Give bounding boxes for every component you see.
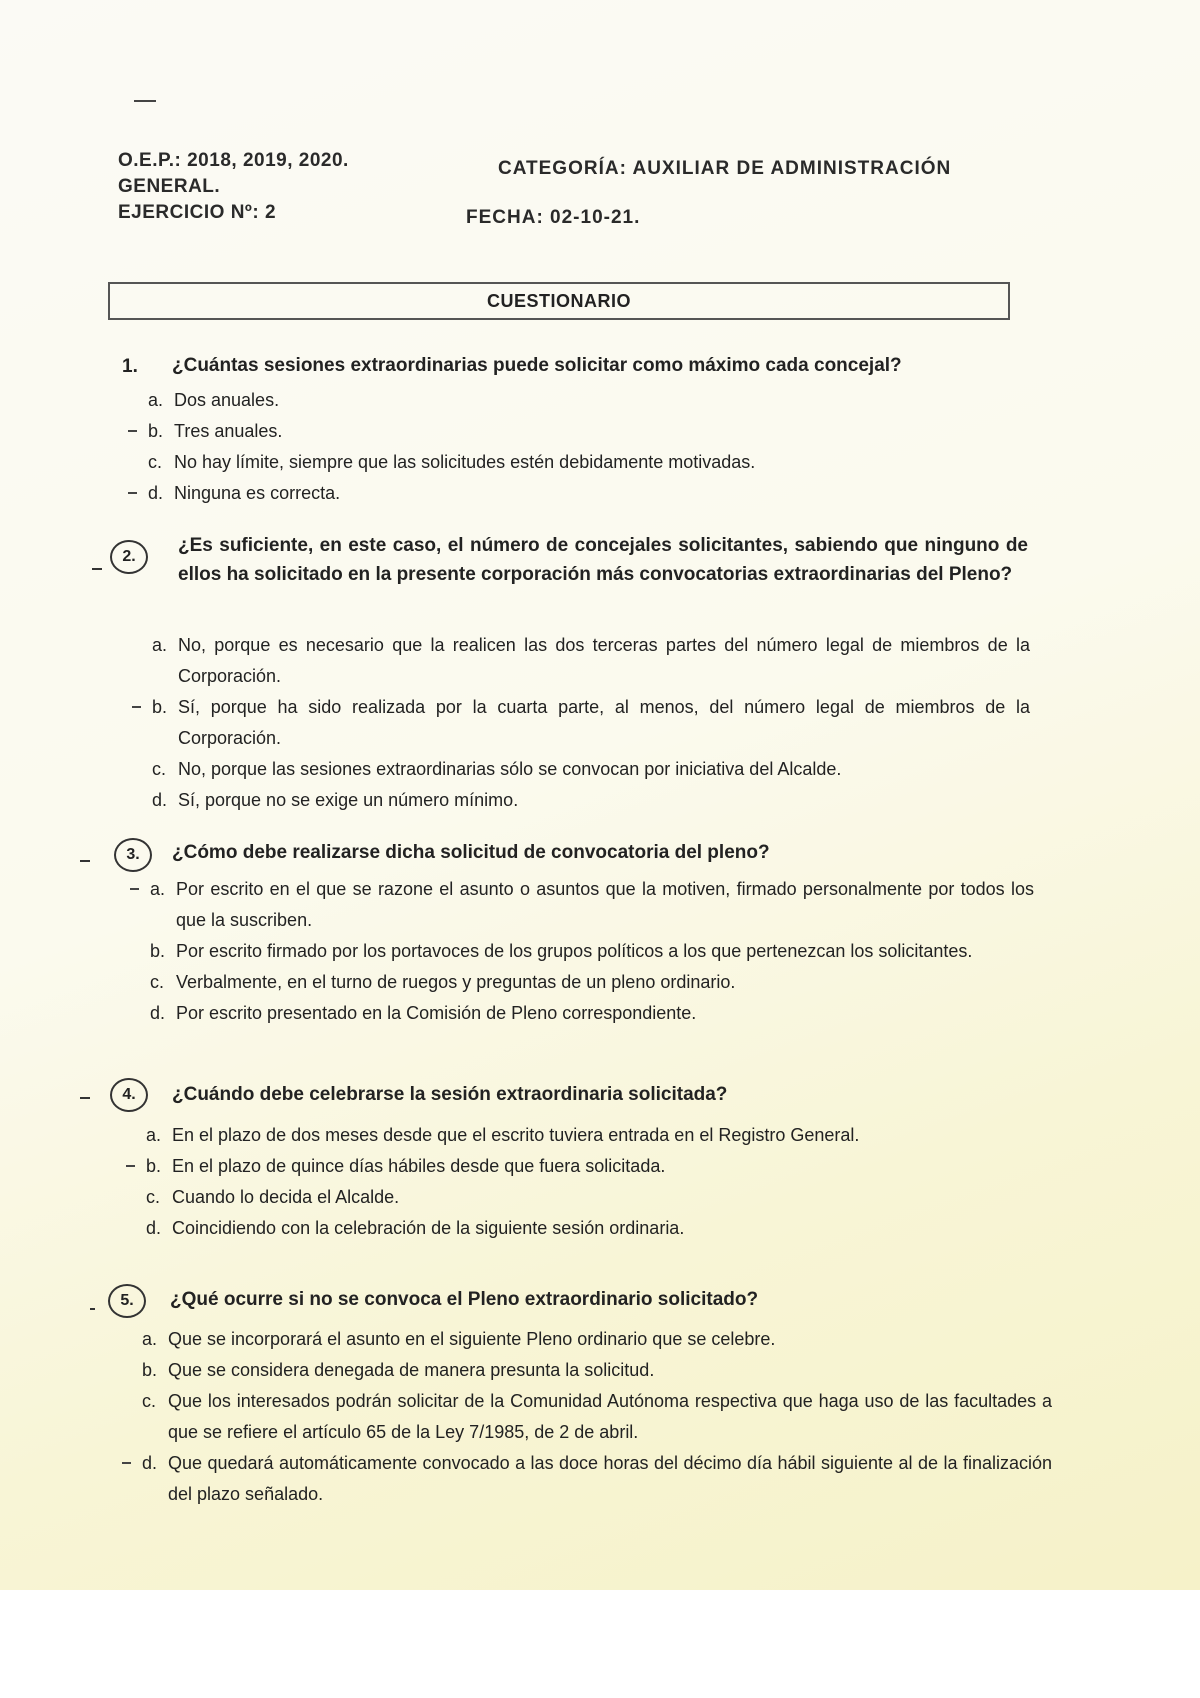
pen-mark (130, 888, 139, 890)
header-left (118, 148, 349, 226)
pen-mark (132, 706, 141, 708)
pen-mark (80, 1097, 90, 1099)
option-d: d. Coincidiendo con la celebración de la siguiente sesión ordinaria. (146, 1218, 685, 1238)
option-d: d. Que quedará automáticamente convocado a las doce horas del décimo día hábil siguiente al de la finalización del plazo señalado. (142, 1448, 1052, 1510)
question-text: ¿Es suficiente, en este caso, el número de concejales solicitantes, sabiendo que ninguno de ellos ha solicitado en la presente corporación más convocatorias extraordinarias del Pleno? (178, 535, 1028, 585)
oep-line: O.E.P.: 2018, 2019, 2020. (118, 150, 349, 171)
option-b: b. Tres anuales. (148, 416, 988, 447)
option-a: a. Por escrito en el que se razone el asunto o asuntos que la motiven, firmado personalmente por todos los que la suscriben. (150, 874, 1034, 936)
options-3 (150, 874, 1034, 1029)
questionnaire-title: CUESTIONARIO (108, 282, 1010, 320)
option-a: a. En el plazo de dos meses desde que el escrito tuviera entrada en el Registro General. (146, 1125, 860, 1145)
options-5 (142, 1324, 1052, 1510)
question-text: ¿Qué ocurre si no se convoca el Pleno extraordinario solicitado? (170, 1289, 759, 1310)
question-number: 1. (122, 356, 138, 377)
option-c: c. Cuando lo decida el Alcalde. (146, 1187, 400, 1207)
option-b: b. En el plazo de quince días hábiles desde que fuera solicitada. (146, 1151, 1026, 1182)
option-b: b. Por escrito firmado por los portavoces de los grupos políticos a los que pertenezcan los solicitantes. (150, 941, 973, 961)
option-b: b. Que se considera denegada de manera presunta la solicitud. (142, 1360, 655, 1380)
pen-mark (128, 492, 137, 494)
option-b: b. Sí, porque ha sido realizada por la cuarta parte, al menos, del número legal de miembros de la Corporación. (152, 692, 1030, 754)
pen-mark (126, 1165, 135, 1167)
question-text: ¿Cuántas sesiones extraordinarias puede solicitar como máximo cada concejal? (172, 355, 902, 376)
option-a: a. Que se incorporará el asunto en el siguiente Pleno ordinario que se celebre. (142, 1329, 776, 1349)
question-text: ¿Cuándo debe celebrarse la sesión extraordinaria solicitada? (172, 1084, 728, 1105)
option-c: c. Que los interesados podrán solicitar de la Comunidad Autónoma respectiva que haga uso de las facultades a que se refiere el artículo 65 de la Ley 7/1985, de 2 de abril. (142, 1391, 1052, 1442)
option-d: d. Sí, porque no se exige un número mínimo. (152, 790, 519, 810)
pen-mark (122, 1462, 131, 1464)
option-c: c. No hay límite, siempre que las solicitudes estén debidamente motivadas. (148, 452, 756, 472)
option-c: c. No, porque las sesiones extraordinarias sólo se convocan por iniciativa del Alcalde. (152, 759, 842, 779)
pen-mark (90, 1308, 95, 1310)
pen-mark (92, 568, 102, 570)
general-line: GENERAL. (118, 176, 221, 197)
fecha-line: FECHA: 02-10-21. (466, 207, 641, 228)
options-4 (146, 1120, 1026, 1244)
page-bottom-margin (0, 1590, 1200, 1698)
option-d: d. Por escrito presentado en la Comisión de Pleno correspondiente. (150, 1003, 697, 1023)
pen-mark (134, 100, 156, 102)
option-c: c. Verbalmente, en el turno de ruegos y preguntas de un pleno ordinario. (150, 972, 736, 992)
option-d: d. Ninguna es correcta. (148, 478, 988, 509)
question-number: 4. (110, 1078, 148, 1112)
options-2 (152, 630, 1030, 816)
pen-mark (128, 430, 137, 432)
option-a: a. Dos anuales. (148, 390, 280, 410)
question-number: 5. (108, 1284, 146, 1318)
question-text: ¿Cómo debe realizarse dicha solicitud de convocatoria del pleno? (172, 842, 770, 863)
option-a: a. No, porque es necesario que la realicen las dos terceras partes del número legal de miembros de la Corporación. (152, 635, 1030, 686)
question-number: 3. (114, 838, 152, 872)
ejercicio-line: EJERCICIO Nº: 2 (118, 202, 277, 223)
categoria-line: CATEGORÍA: AUXILIAR DE ADMINISTRACIÓN (498, 158, 952, 179)
pen-mark (80, 860, 90, 862)
options-1 (148, 385, 988, 509)
question-number: 2. (110, 540, 148, 574)
